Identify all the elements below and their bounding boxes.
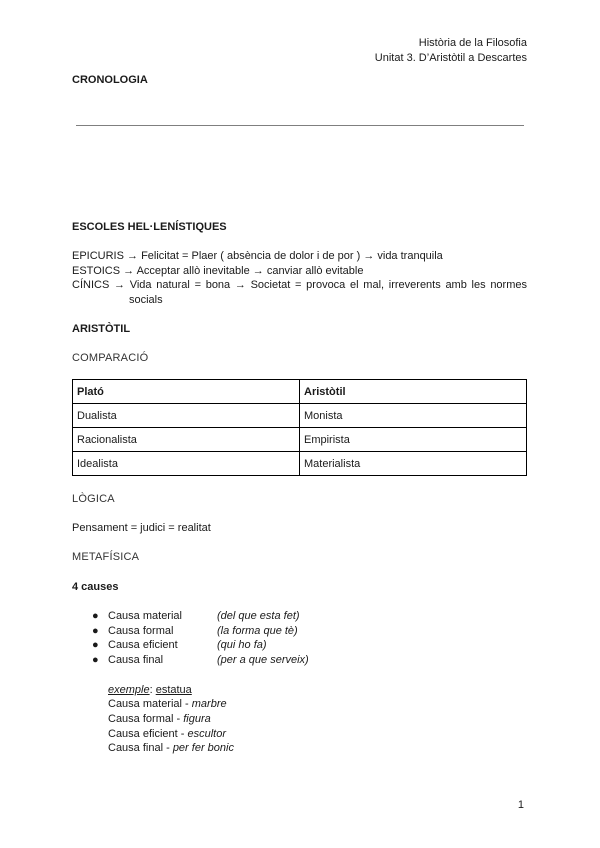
example-line-label: Causa final -: [108, 742, 173, 754]
example-line-value: per fer bonic: [172, 742, 234, 754]
table-cell: Monista: [300, 404, 527, 428]
example-line: [108, 727, 226, 741]
cause-note: (del que esta fet): [217, 610, 300, 622]
header-unit-title: Unitat 3. D’Aristòtil a Descartes: [374, 52, 527, 64]
cause-note: (la forma que tè): [217, 625, 298, 637]
table-header-cell: Plató: [73, 380, 300, 404]
section-title-escoles: ESCOLES HEL·LENÍSTIQUES: [72, 221, 227, 233]
horizontal-rule: [76, 125, 524, 126]
example-line-label: Causa eficient -: [108, 728, 188, 740]
table-header-row: [73, 380, 527, 404]
label-comparacio: COMPARACIÓ: [72, 352, 149, 364]
bullet-icon: ●: [92, 639, 99, 651]
escoles-estoics: ESTOICS → Acceptar allò inevitable → canviar allò evitable: [72, 265, 364, 277]
escoles-cinics-line1: CÍNICS → Vida natural = bona → Societat = provoca el mal, irreverents amb les normes: [72, 279, 527, 291]
table-cell: Materialista: [300, 452, 527, 476]
cause-label: Causa material: [108, 610, 182, 622]
bullet-icon: ●: [92, 610, 99, 622]
example-label: exemple: [108, 684, 150, 696]
cause-label: Causa eficient: [108, 639, 178, 651]
example-line-value: escultor: [187, 728, 227, 740]
example-line-value: marbre: [191, 698, 227, 710]
example-line-label: Causa material -: [108, 698, 192, 710]
label-logica: LÒGICA: [72, 493, 115, 505]
table-header-cell: Aristòtil: [300, 380, 527, 404]
label-metafisica: METAFÍSICA: [72, 551, 140, 563]
escoles-epicuris: EPICURIS → Felicitat = Plaer ( absència de dolor i de por ) → vida tranquila: [72, 250, 443, 262]
cause-label: Causa formal: [108, 625, 174, 637]
logica-text: Pensament = judici = realitat: [72, 522, 211, 534]
example-line: [108, 697, 227, 711]
example-heading: [108, 683, 192, 697]
example-line-label: Causa formal -: [108, 713, 184, 725]
header-course-title: Història de la Filosofia: [418, 37, 527, 49]
example-line-value: figura: [183, 713, 211, 725]
cause-note: (per a que serveix): [217, 654, 309, 666]
causes-title: 4 causes: [72, 581, 119, 593]
escoles-cinics-line2: socials: [129, 294, 163, 306]
table-cell: Racionalista: [73, 428, 300, 452]
page-number: 1: [517, 799, 524, 811]
example-line: [108, 712, 211, 726]
bullet-icon: ●: [92, 625, 99, 637]
table-cell: Dualista: [73, 404, 300, 428]
example-value: estatua: [155, 684, 192, 696]
table-cell: Empirista: [300, 428, 527, 452]
section-title-aristotil: ARISTÒTIL: [72, 323, 131, 335]
table-row: [73, 428, 527, 452]
bullet-icon: ●: [92, 654, 99, 666]
example-separator: :: [149, 684, 156, 696]
example-line: [108, 741, 234, 755]
table-cell: Idealista: [73, 452, 300, 476]
table-row: [73, 404, 527, 428]
comparison-table: [72, 379, 527, 476]
cause-label: Causa final: [108, 654, 164, 666]
cause-note: (qui ho fa): [217, 639, 267, 651]
section-title-cronologia: CRONOLOGIA: [72, 74, 148, 86]
table-row: [73, 452, 527, 476]
